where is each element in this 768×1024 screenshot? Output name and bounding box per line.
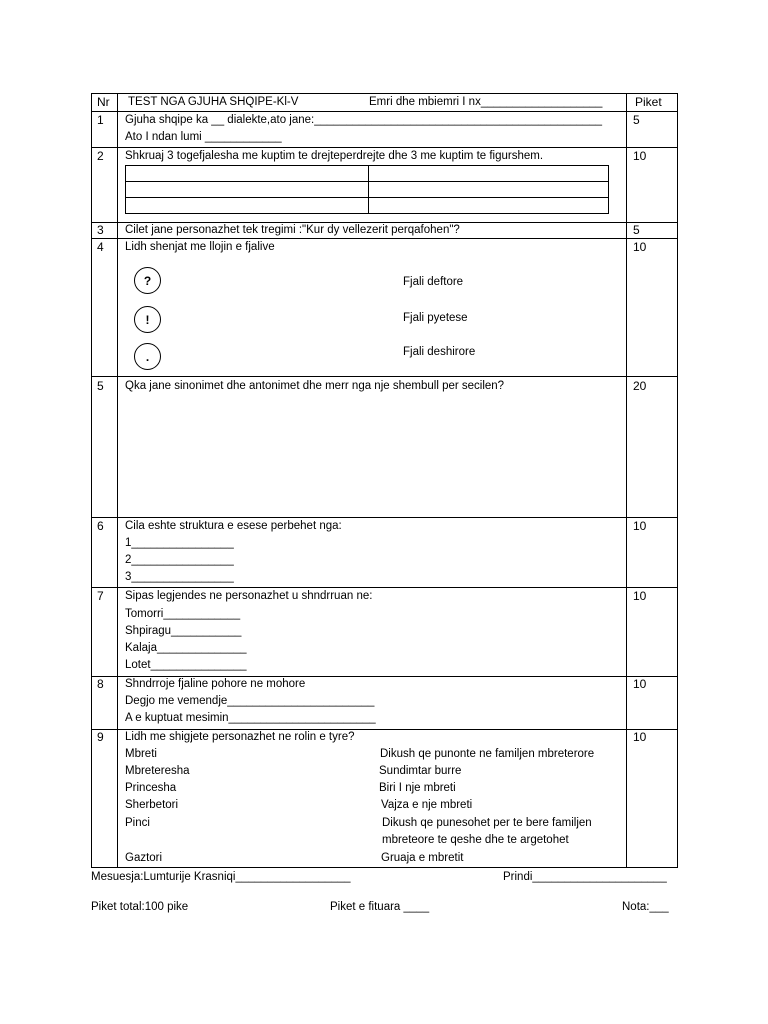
- q3-number: 3: [97, 223, 104, 237]
- student-name-field[interactable]: Emri dhe mbiemri I nx___________________: [369, 96, 603, 108]
- q8-text: Shndrroje fjaline pohore ne mohore: [125, 678, 306, 690]
- answer-cell[interactable]: [126, 182, 369, 198]
- q1-number: 1: [97, 113, 104, 127]
- q1-points: 5: [633, 113, 640, 127]
- q5-points: 20: [633, 379, 647, 393]
- q8-answer-line[interactable]: A e kuptuat mesimin_______________________: [125, 712, 376, 724]
- sentence-type-declarative[interactable]: Fjali deftore: [403, 276, 464, 288]
- q9-points: 10: [633, 730, 647, 744]
- q4-text: Lidh shenjat me llojin e fjalive: [125, 241, 275, 253]
- sentence-type-optative[interactable]: Fjali deshirore: [403, 346, 476, 358]
- q8-answer-line[interactable]: Degjo me vemendje_______________________: [125, 695, 375, 707]
- role-item[interactable]: Dikush qe punonte ne familjen mbreterore: [380, 748, 595, 760]
- q2-text: Shkruaj 3 togefjalesha me kuptim te drejteperdrejte dhe 3 me kuptim te figurshem.: [125, 150, 544, 162]
- role-item[interactable]: Biri I nje mbreti: [379, 782, 456, 794]
- earned-points-field[interactable]: Piket e fituara ____: [330, 901, 430, 913]
- q7-answer-line[interactable]: Tomorri____________: [125, 608, 241, 620]
- q7-text: Sipas legjendes ne personazhet u shndrruan ne:: [125, 590, 373, 602]
- q7-number: 7: [97, 589, 104, 603]
- q7-answer-line[interactable]: Shpiragu___________: [125, 625, 242, 637]
- character-item[interactable]: Princesha: [125, 782, 177, 794]
- q8-number: 8: [97, 677, 104, 691]
- q3-points: 5: [633, 223, 640, 237]
- q6-points: 10: [633, 519, 647, 533]
- character-item[interactable]: Sherbetori: [125, 799, 179, 811]
- q2-answer-grid[interactable]: [125, 165, 609, 214]
- character-item[interactable]: Mbreti: [125, 748, 157, 760]
- period-symbol[interactable]: .: [134, 343, 161, 370]
- role-item[interactable]: Dikush qe punesohet per te bere familjen: [382, 817, 592, 829]
- q6-answer-line[interactable]: 3________________: [125, 571, 234, 583]
- q7-answer-line[interactable]: Lotet_______________: [125, 659, 247, 671]
- q4-points: 10: [633, 240, 647, 254]
- character-item[interactable]: Mbreteresha: [125, 765, 190, 777]
- role-item[interactable]: Gruaja e mbretit: [381, 852, 464, 864]
- role-item[interactable]: Vajza e nje mbreti: [381, 799, 473, 811]
- total-points: Piket total:100 pike: [91, 901, 189, 913]
- test-title: TEST NGA GJUHA SHQIPE-Kl-V: [128, 96, 299, 108]
- q3-text: Cilet jane personazhet tek tregimi :"Kur dy vellezerit perqafohen"?: [125, 224, 460, 236]
- role-item[interactable]: Sundimtar burre: [379, 765, 462, 777]
- q4-number: 4: [97, 240, 104, 254]
- header-nr: Nr: [97, 95, 110, 109]
- q9-number: 9: [97, 730, 104, 744]
- q7-answer-line[interactable]: Kalaja______________: [125, 642, 247, 654]
- q1-text[interactable]: Gjuha shqipe ka __ dialekte,ato jane:_____________________________________________: [125, 114, 603, 126]
- character-item[interactable]: Gaztori: [125, 852, 163, 864]
- parent-signature-line[interactable]: Prindi_____________________: [503, 871, 667, 883]
- q6-answer-line[interactable]: 1________________: [125, 537, 234, 549]
- q1-text-line2[interactable]: Ato I ndan lumi ____________: [125, 131, 282, 143]
- q5-text: Qka jane sinonimet dhe antonimet dhe merr nga nje shembull per secilen?: [125, 380, 505, 392]
- q6-text: Cila eshte struktura e esese perbehet nga:: [125, 520, 342, 532]
- answer-cell[interactable]: [369, 198, 609, 214]
- q6-answer-line[interactable]: 2________________: [125, 554, 234, 566]
- teacher-signature-line[interactable]: Mesuesja:Lumturije Krasniqi__________________: [91, 871, 351, 883]
- q6-number: 6: [97, 519, 104, 533]
- role-item-continuation[interactable]: mbreteore te qeshe dhe te argetohet: [382, 834, 569, 846]
- q7-points: 10: [633, 589, 647, 603]
- q5-number: 5: [97, 379, 104, 393]
- answer-cell[interactable]: [369, 166, 609, 182]
- answer-cell[interactable]: [126, 198, 369, 214]
- sentence-type-interrogative[interactable]: Fjali pyetese: [403, 312, 468, 324]
- q2-points: 10: [633, 149, 647, 163]
- header-points: Piket: [635, 95, 662, 109]
- grade-field[interactable]: Nota:___: [622, 901, 669, 913]
- q8-points: 10: [633, 677, 647, 691]
- q2-number: 2: [97, 149, 104, 163]
- answer-cell[interactable]: [369, 182, 609, 198]
- question-mark-symbol[interactable]: ?: [134, 267, 161, 294]
- q9-text: Lidh me shigjete personazhet ne rolin e tyre?: [125, 731, 355, 743]
- answer-cell[interactable]: [126, 166, 369, 182]
- character-item[interactable]: Pinci: [125, 817, 150, 829]
- exclamation-mark-symbol[interactable]: !: [134, 306, 161, 333]
